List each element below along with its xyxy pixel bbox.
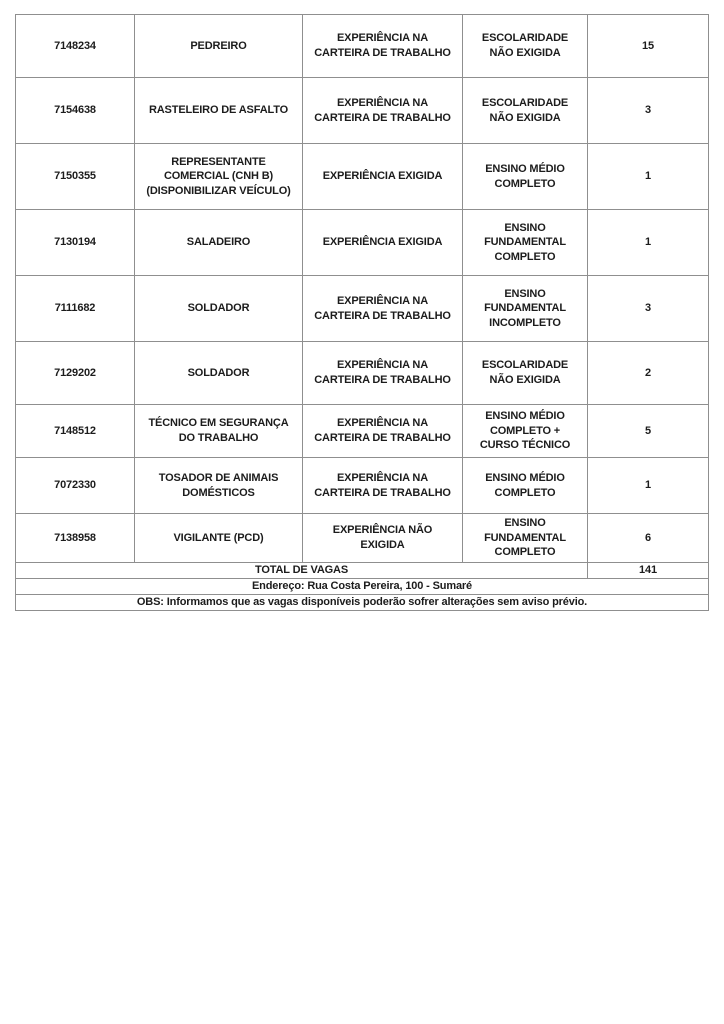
total-label: TOTAL DE VAGAS xyxy=(16,562,588,578)
address-row xyxy=(16,578,709,594)
experience-requirement: EXPERIÊNCIA EXIGIDA xyxy=(303,144,463,210)
experience-requirement: EXPERIÊNCIA NA CARTEIRA DE TRABALHO xyxy=(303,276,463,342)
note-text: OBS: Informamos que as vagas disponíveis poderão sofrer alterações sem aviso prévio. xyxy=(16,594,709,610)
table-row xyxy=(16,405,709,458)
vacancy-id: 7129202 xyxy=(16,342,135,405)
vacancy-id: 7148512 xyxy=(16,405,135,458)
vacancy-id: 7148234 xyxy=(16,15,135,78)
vacancy-id: 7130194 xyxy=(16,210,135,276)
occupation: TÉCNICO EM SEGURANÇA DO TRABALHO xyxy=(135,405,303,458)
experience-requirement: EXPERIÊNCIA EXIGIDA xyxy=(303,210,463,276)
note-row xyxy=(16,594,709,610)
vacancy-count: 6 xyxy=(588,514,709,563)
experience-requirement: EXPERIÊNCIA NA CARTEIRA DE TRABALHO xyxy=(303,78,463,144)
occupation: TOSADOR DE ANIMAIS DOMÉSTICOS xyxy=(135,458,303,514)
vacancy-count: 3 xyxy=(588,276,709,342)
table-row xyxy=(16,458,709,514)
education-requirement: ENSINO FUNDAMENTAL COMPLETO xyxy=(463,210,588,276)
occupation: RASTELEIRO DE ASFALTO xyxy=(135,78,303,144)
experience-requirement: EXPERIÊNCIA NA CARTEIRA DE TRABALHO xyxy=(303,458,463,514)
vacancy-count: 3 xyxy=(588,78,709,144)
vacancy-id: 7150355 xyxy=(16,144,135,210)
total-value: 141 xyxy=(588,562,709,578)
vacancy-count: 15 xyxy=(588,15,709,78)
education-requirement: ENSINO FUNDAMENTAL COMPLETO xyxy=(463,514,588,563)
education-requirement: ENSINO MÉDIO COMPLETO + CURSO TÉCNICO xyxy=(463,405,588,458)
table-row xyxy=(16,514,709,563)
occupation: SOLDADOR xyxy=(135,276,303,342)
table-row xyxy=(16,144,709,210)
table-row xyxy=(16,210,709,276)
vacancy-count: 5 xyxy=(588,405,709,458)
experience-requirement: EXPERIÊNCIA NA CARTEIRA DE TRABALHO xyxy=(303,15,463,78)
vacancy-id: 7154638 xyxy=(16,78,135,144)
vacancy-count: 1 xyxy=(588,458,709,514)
experience-requirement: EXPERIÊNCIA NÃO EXIGIDA xyxy=(303,514,463,563)
experience-requirement: EXPERIÊNCIA NA CARTEIRA DE TRABALHO xyxy=(303,405,463,458)
vacancy-count: 1 xyxy=(588,144,709,210)
occupation: SALADEIRO xyxy=(135,210,303,276)
table-row xyxy=(16,15,709,78)
table-row xyxy=(16,78,709,144)
education-requirement: ESCOLARIDADE NÃO EXIGIDA xyxy=(463,78,588,144)
table-row xyxy=(16,276,709,342)
occupation: PEDREIRO xyxy=(135,15,303,78)
table-row xyxy=(16,342,709,405)
vacancy-id: 7111682 xyxy=(16,276,135,342)
occupation: REPRESENTANTE COMERCIAL (CNH B) (DISPONIBILIZAR VEÍCULO) xyxy=(135,144,303,210)
occupation: SOLDADOR xyxy=(135,342,303,405)
vacancy-id: 7072330 xyxy=(16,458,135,514)
education-requirement: ENSINO MÉDIO COMPLETO xyxy=(463,144,588,210)
vacancy-id: 7138958 xyxy=(16,514,135,563)
occupation: VIGILANTE (PCD) xyxy=(135,514,303,563)
education-requirement: ENSINO MÉDIO COMPLETO xyxy=(463,458,588,514)
education-requirement: ESCOLARIDADE NÃO EXIGIDA xyxy=(463,342,588,405)
vacancy-count: 2 xyxy=(588,342,709,405)
total-row xyxy=(16,562,709,578)
address-text: Endereço: Rua Costa Pereira, 100 - Sumaré xyxy=(16,578,709,594)
vacancies-table xyxy=(15,14,709,611)
experience-requirement: EXPERIÊNCIA NA CARTEIRA DE TRABALHO xyxy=(303,342,463,405)
vacancy-count: 1 xyxy=(588,210,709,276)
education-requirement: ESCOLARIDADE NÃO EXIGIDA xyxy=(463,15,588,78)
education-requirement: ENSINO FUNDAMENTAL INCOMPLETO xyxy=(463,276,588,342)
